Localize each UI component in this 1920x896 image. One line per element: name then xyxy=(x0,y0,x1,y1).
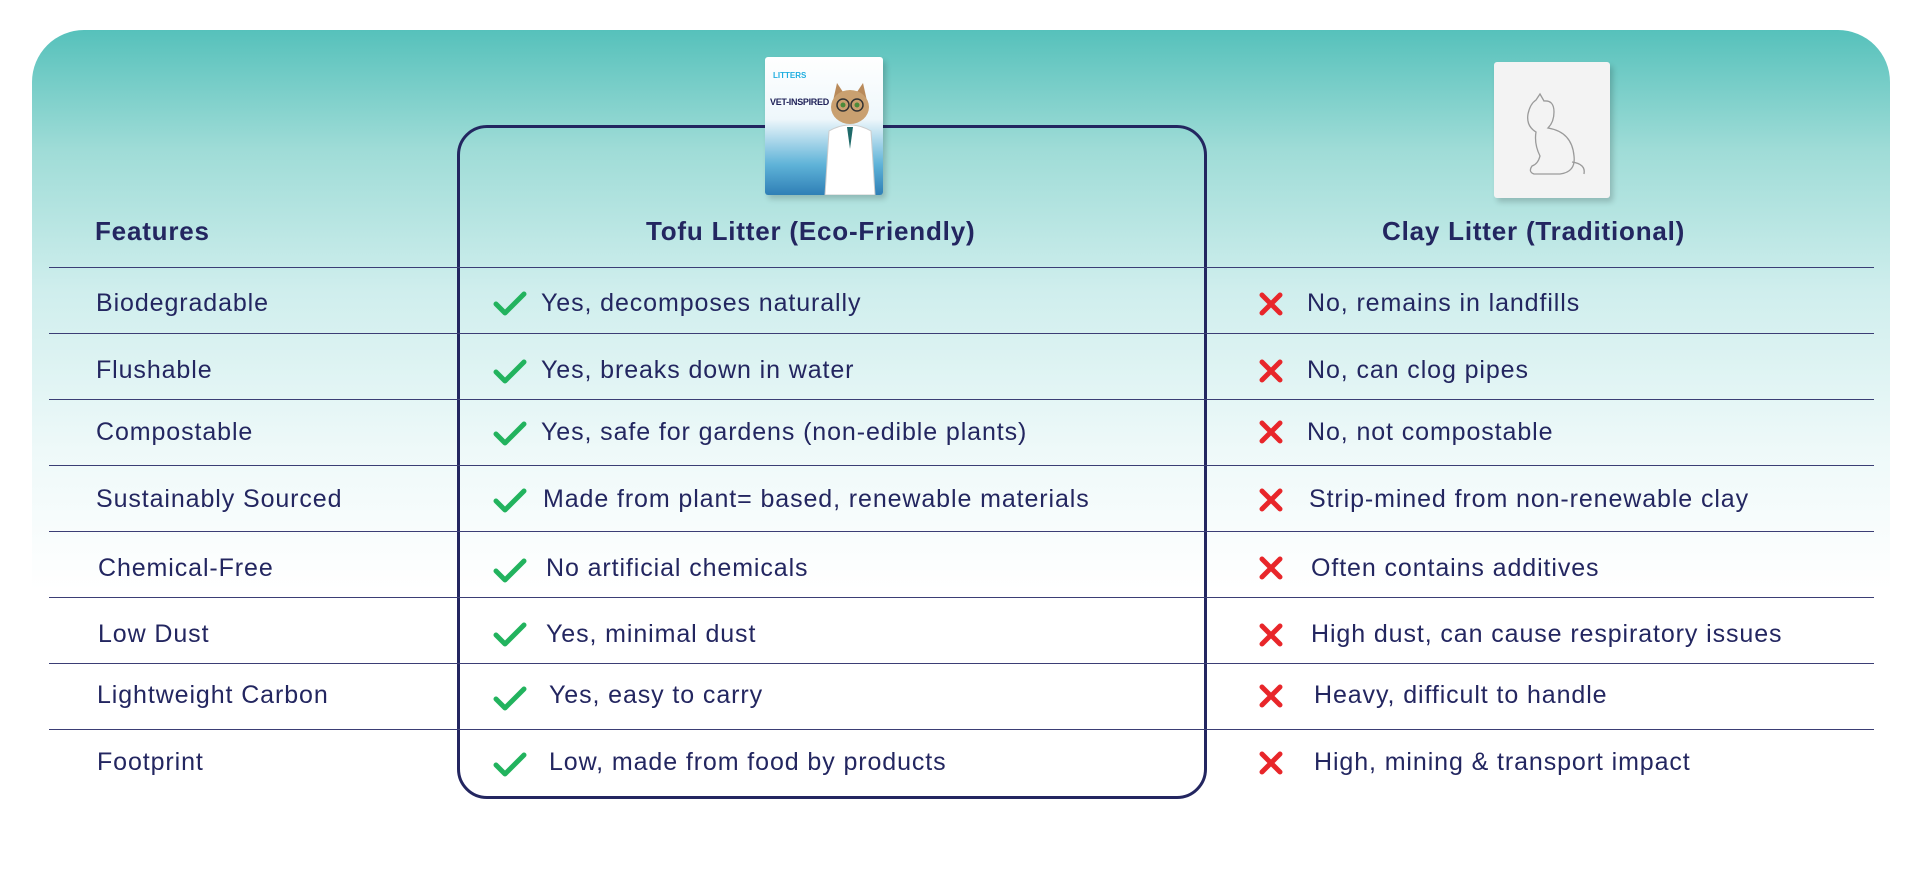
tofu-litter-product-image xyxy=(765,57,883,195)
clay-value: High dust, can cause respiratory issues xyxy=(1311,620,1783,648)
clay-value: Strip-mined from non-renewable clay xyxy=(1309,485,1750,513)
clay-value: Often contains additives xyxy=(1311,554,1600,582)
clay-value: Heavy, difficult to handle xyxy=(1314,681,1608,709)
row-divider xyxy=(49,597,1874,598)
row-divider xyxy=(49,465,1874,466)
tofu-value: Low, made from food by products xyxy=(549,748,947,776)
tofu-value: Made from plant= based, renewable materials xyxy=(543,485,1090,513)
row-divider xyxy=(49,399,1874,400)
row-divider xyxy=(49,663,1874,664)
row-divider xyxy=(49,267,1874,268)
tofu-value: Yes, easy to carry xyxy=(549,681,763,709)
cross-icon xyxy=(1257,418,1285,446)
clay-value: High, mining & transport impact xyxy=(1314,748,1691,776)
tofu-product-headline: VET-INSPIRED xyxy=(770,97,829,107)
cross-icon xyxy=(1257,486,1285,514)
row-divider xyxy=(49,729,1874,730)
row-divider xyxy=(49,333,1874,334)
cross-icon xyxy=(1257,749,1285,777)
cross-icon xyxy=(1257,682,1285,710)
check-icon xyxy=(493,487,527,513)
check-icon xyxy=(493,557,527,583)
check-icon xyxy=(493,685,527,711)
feature-label: Sustainably Sourced xyxy=(96,485,343,513)
check-icon xyxy=(493,420,527,446)
tofu-value: Yes, minimal dust xyxy=(546,620,757,648)
check-icon xyxy=(493,751,527,777)
tofu-value: Yes, decomposes naturally xyxy=(541,289,862,317)
feature-label: Lightweight Carbon xyxy=(97,681,329,709)
clay-value: No, remains in landfills xyxy=(1307,289,1581,317)
cross-icon xyxy=(1257,290,1285,318)
check-icon xyxy=(493,290,527,316)
cross-icon xyxy=(1257,554,1285,582)
feature-label: Biodegradable xyxy=(96,289,269,317)
clay-value: No, can clog pipes xyxy=(1307,356,1529,384)
feature-label: Low Dust xyxy=(98,620,210,648)
clay-litter-product-image xyxy=(1494,62,1610,198)
cross-icon xyxy=(1257,621,1285,649)
tofu-value: No artificial chemicals xyxy=(546,554,809,582)
tofu-brand-logo: LITTERS xyxy=(773,71,807,80)
feature-label: Chemical-Free xyxy=(98,554,274,582)
feature-label: Flushable xyxy=(96,356,213,384)
features-column-header: Features xyxy=(95,216,210,246)
check-icon xyxy=(493,621,527,647)
cross-icon xyxy=(1257,357,1285,385)
clay-column-header: Clay Litter (Traditional) xyxy=(1382,216,1686,246)
feature-label: Compostable xyxy=(96,418,254,446)
tofu-value: Yes, safe for gardens (non-edible plants) xyxy=(541,418,1028,446)
vet-cat-icon xyxy=(821,79,879,195)
tofu-value: Yes, breaks down in water xyxy=(541,356,855,384)
feature-label: Footprint xyxy=(97,748,204,776)
tofu-column-header: Tofu Litter (Eco-Friendly) xyxy=(646,216,976,246)
check-icon xyxy=(493,358,527,384)
clay-value: No, not compostable xyxy=(1307,418,1554,446)
cat-outline-icon xyxy=(1514,92,1590,176)
row-divider xyxy=(49,531,1874,532)
